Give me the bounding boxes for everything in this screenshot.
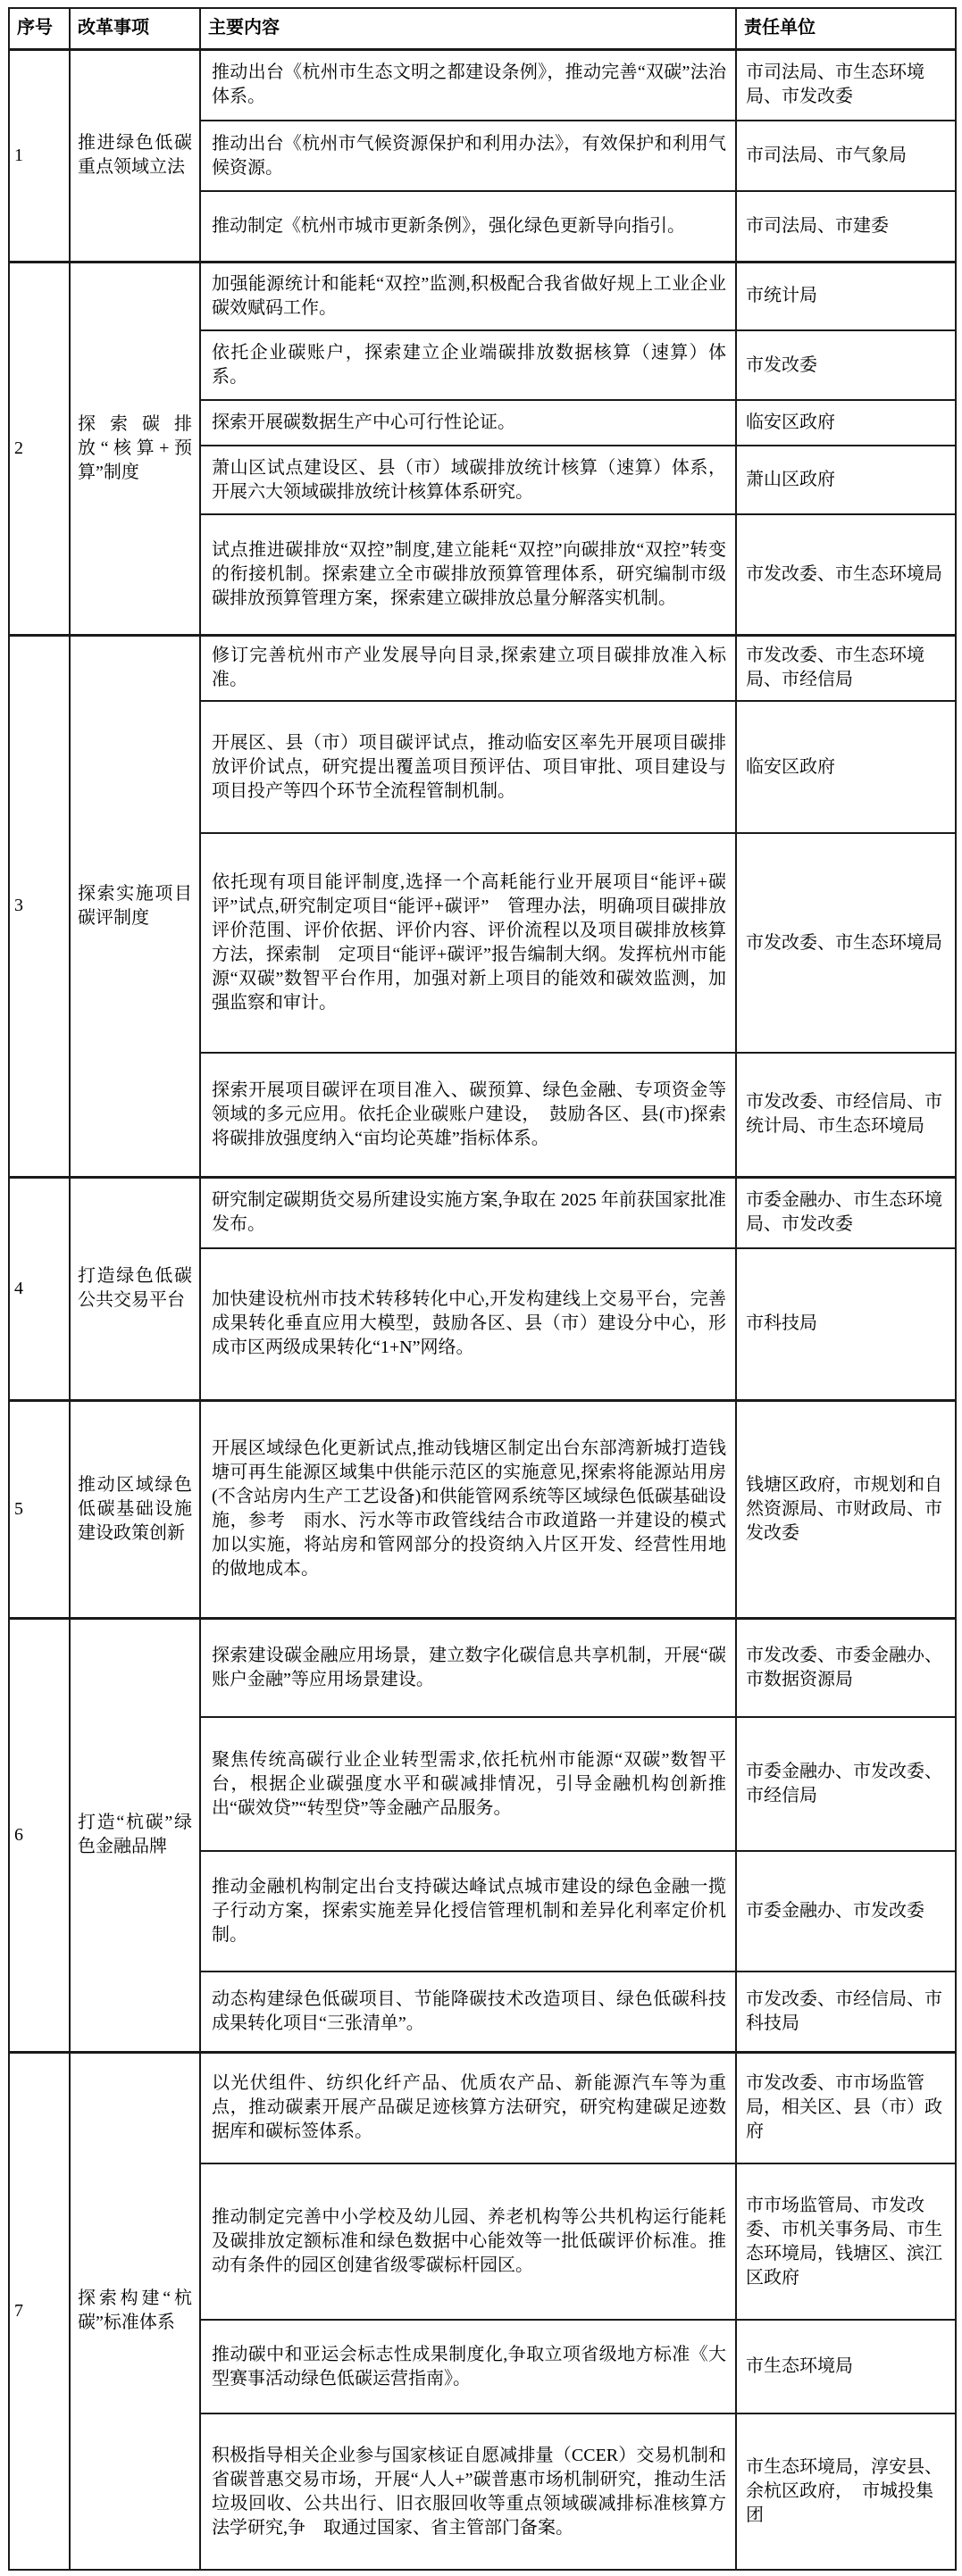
responsible-unit-cell: 市科技局 xyxy=(736,1248,956,1400)
responsible-unit-cell: 市委金融办、市发改委 xyxy=(736,1851,956,1972)
table-header-row xyxy=(9,8,956,49)
responsible-unit-cell: 市发改委、市生态环境局 xyxy=(736,833,956,1053)
main-content-cell: 推动碳中和亚运会标志性成果制度化,争取立项省级地方标准《大型赛事活动绿色低碳运营指南》。 xyxy=(200,2320,736,2413)
responsible-unit-cell: 市发改委、市经信局、市统计局、市生态环境局 xyxy=(736,1053,956,1177)
main-content-cell: 修订完善杭州市产业发展导向目录,探索建立项目碳排放准入标准。 xyxy=(200,635,736,701)
main-content-cell: 开展区域绿色化更新试点,推动钱塘区制定出台东部湾新城打造钱塘可再生能源区域集中供能示范区的实施意见,探索将能源站用房(不含站房内生产工艺设备)和供能管网系统等区域绿色低碳基础设施，参考 雨水、污水等市政管线结合市政道路一并建设的模式加以实施，将站房和管网部分的投资纳入片区开发、经营性用地的做地成本。 xyxy=(200,1400,736,1618)
main-content-cell: 推动出台《杭州市生态文明之都建设条例》，推动完善“双碳”法治体系。 xyxy=(200,49,736,121)
reform-item-cell: 探索构建“杭碳”标准体系 xyxy=(70,2052,200,2570)
main-content-cell: 推动制定完善中小学校及幼儿园、养老机构等公共机构运行能耗及碳排放定额标准和绿色数据中心能效等一批低碳评价标准。推动有条件的园区创建省级零碳标杆园区。 xyxy=(200,2163,736,2320)
table-row xyxy=(9,1400,956,1618)
main-content-cell: 萧山区试点建设区、县（市）域碳排放统计核算（速算）体系，开展六大领域碳排放统计核算体系研究。 xyxy=(200,446,736,514)
table-row xyxy=(9,1618,956,1717)
header-main-content: 主要内容 xyxy=(200,8,736,49)
reform-item-cell: 探索碳排放“核算+预算”制度 xyxy=(70,262,200,635)
responsible-unit-cell: 市发改委、市委金融办、市数据资源局 xyxy=(736,1618,956,1717)
main-content-cell: 加快建设杭州市技术转移转化中心,开发构建线上交易平台，完善成果转化垂直应用大模型，鼓励各区、县（市）建设分中心，形成市区两级成果转化“1+N”网络。 xyxy=(200,1248,736,1400)
main-content-cell: 动态构建绿色低碳项目、节能降碳技术改造项目、绿色低碳科技成果转化项目“三张清单”。 xyxy=(200,1972,736,2052)
reform-item-cell: 推进绿色低碳重点领域立法 xyxy=(70,49,200,262)
main-content-cell: 加强能源统计和能耗“双控”监测,积极配合我省做好规上工业企业碳效赋码工作。 xyxy=(200,262,736,330)
main-content-cell: 聚焦传统高碳行业企业转型需求,依托杭州市能源“双碳”数智平台，根据企业碳强度水平和碳减排情况，引导金融机构创新推出“碳效贷”“转型贷”等金融产品服务。 xyxy=(200,1717,736,1851)
main-content-cell: 推动金融机构制定出台支持碳达峰试点城市建设的绿色金融一揽子行动方案，探索实施差异化授信管理机制和差异化利率定价机制。 xyxy=(200,1851,736,1972)
responsible-unit-cell: 临安区政府 xyxy=(736,701,956,833)
responsible-unit-cell: 市生态环境局，淳安县、余杭区政府， 市城投集团 xyxy=(736,2413,956,2570)
main-content-cell: 开展区、县（市）项目碳评试点，推动临安区率先开展项目碳排放评价试点，研究提出覆盖项目预评估、项目审批、项目建设与项目投产等四个环节全流程管制机制。 xyxy=(200,701,736,833)
responsible-unit-cell: 市发改委、市市场监管局，相关区、县（市）政府 xyxy=(736,2052,956,2163)
responsible-unit-cell: 市发改委 xyxy=(736,330,956,400)
responsible-unit-cell: 市司法局、市生态环境局、市发改委 xyxy=(736,49,956,121)
serial-number-cell: 7 xyxy=(9,2052,70,2570)
main-content-cell: 探索开展碳数据生产中心可行性论证。 xyxy=(200,400,736,446)
reform-item-cell: 打造“杭碳”绿色金融品牌 xyxy=(70,1618,200,2052)
main-content-cell: 依托现有项目能评制度,选择一个高耗能行业开展项目“能评+碳评”试点,研究制定项目“能评+碳评” 管理办法，明确项目碳排放评价范围、评价依据、评价内容、评价流程以及项目碳排放核算方法，探索制 定项目“能评+碳评”报告编制大纲。发挥杭州市能源“双碳”数智平台作用，加强对新上项目的能效和碳效监测，加强监察和审计。 xyxy=(200,833,736,1053)
reform-item-cell: 推动区域绿色低碳基础设施建设政策创新 xyxy=(70,1400,200,1618)
header-serial-number: 序号 xyxy=(9,8,70,49)
main-content-cell: 推动出台《杭州市气候资源保护和利用办法》，有效保护和利用气候资源。 xyxy=(200,121,736,191)
responsible-unit-cell: 市发改委、市生态环境局、市经信局 xyxy=(736,635,956,701)
main-content-cell: 以光伏组件、纺织化纤产品、优质农产品、新能源汽车等为重点，推动碳素开展产品碳足迹核算方法研究，研究构建碳足迹数据库和碳标签体系。 xyxy=(200,2052,736,2163)
responsible-unit-cell: 市统计局 xyxy=(736,262,956,330)
main-content-cell: 探索建设碳金融应用场景，建立数字化碳信息共享机制，开展“碳账户金融”等应用场景建设。 xyxy=(200,1618,736,1717)
responsible-unit-cell: 临安区政府 xyxy=(736,400,956,446)
serial-number-cell: 6 xyxy=(9,1618,70,2052)
responsible-unit-cell: 市委金融办、市生态环境局、市发改委 xyxy=(736,1177,956,1248)
responsible-unit-cell: 市发改委、市生态环境局 xyxy=(736,514,956,635)
table-row xyxy=(9,2052,956,2163)
responsible-unit-cell: 市司法局、市建委 xyxy=(736,191,956,262)
table-row xyxy=(9,1177,956,1248)
responsible-unit-cell: 市生态环境局 xyxy=(736,2320,956,2413)
serial-number-cell: 5 xyxy=(9,1400,70,1618)
serial-number-cell: 3 xyxy=(9,635,70,1177)
header-reform-item: 改革事项 xyxy=(70,8,200,49)
main-content-cell: 探索开展项目碳评在项目准入、碳预算、绿色金融、专项资金等领域的多元应用。依托企业碳账户建设， 鼓励各区、县(市)探索将碳排放强度纳入“亩均论英雄”指标体系。 xyxy=(200,1053,736,1177)
responsible-unit-cell: 市发改委、市经信局、市科技局 xyxy=(736,1972,956,2052)
reform-item-cell: 探索实施项目碳评制度 xyxy=(70,635,200,1177)
table-body xyxy=(9,49,956,2570)
table-row xyxy=(9,635,956,701)
main-content-cell: 试点推进碳排放“双控”制度,建立能耗“双控”向碳排放“双控”转变的衔接机制。探索建立全市碳排放预算管理体系，研究编制市级碳排放预算管理方案，探索建立碳排放总量分解落实机制。 xyxy=(200,514,736,635)
reform-item-cell: 打造绿色低碳公共交易平台 xyxy=(70,1177,200,1400)
responsible-unit-cell: 钱塘区政府，市规划和自然资源局、市财政局、市发改委 xyxy=(736,1400,956,1618)
responsible-unit-cell: 市委金融办、市发改委、市经信局 xyxy=(736,1717,956,1851)
reform-tasks-table xyxy=(8,7,957,2571)
table-row xyxy=(9,262,956,330)
header-responsible-unit: 责任单位 xyxy=(736,8,956,49)
responsible-unit-cell: 萧山区政府 xyxy=(736,446,956,514)
responsible-unit-cell: 市市场监管局、市发改委、市机关事务局、市生态环境局，钱塘区、滨江区政府 xyxy=(736,2163,956,2320)
responsible-unit-cell: 市司法局、市气象局 xyxy=(736,121,956,191)
main-content-cell: 积极指导相关企业参与国家核证自愿减排量（CCER）交易机制和省碳普惠交易市场，开展“人人+”碳普惠市场机制研究，推动生活垃圾回收、公共出行、旧衣服回收等重点领域碳减排标准核算方法学研究,争 取通过国家、省主管部门备案。 xyxy=(200,2413,736,2570)
main-content-cell: 推动制定《杭州市城市更新条例》，强化绿色更新导向指引。 xyxy=(200,191,736,262)
main-content-cell: 依托企业碳账户，探索建立企业端碳排放数据核算（速算）体系。 xyxy=(200,330,736,400)
table-row xyxy=(9,49,956,121)
serial-number-cell: 1 xyxy=(9,49,70,262)
serial-number-cell: 2 xyxy=(9,262,70,635)
main-content-cell: 研究制定碳期货交易所建设实施方案,争取在 2025 年前获国家批准发布。 xyxy=(200,1177,736,1248)
serial-number-cell: 4 xyxy=(9,1177,70,1400)
